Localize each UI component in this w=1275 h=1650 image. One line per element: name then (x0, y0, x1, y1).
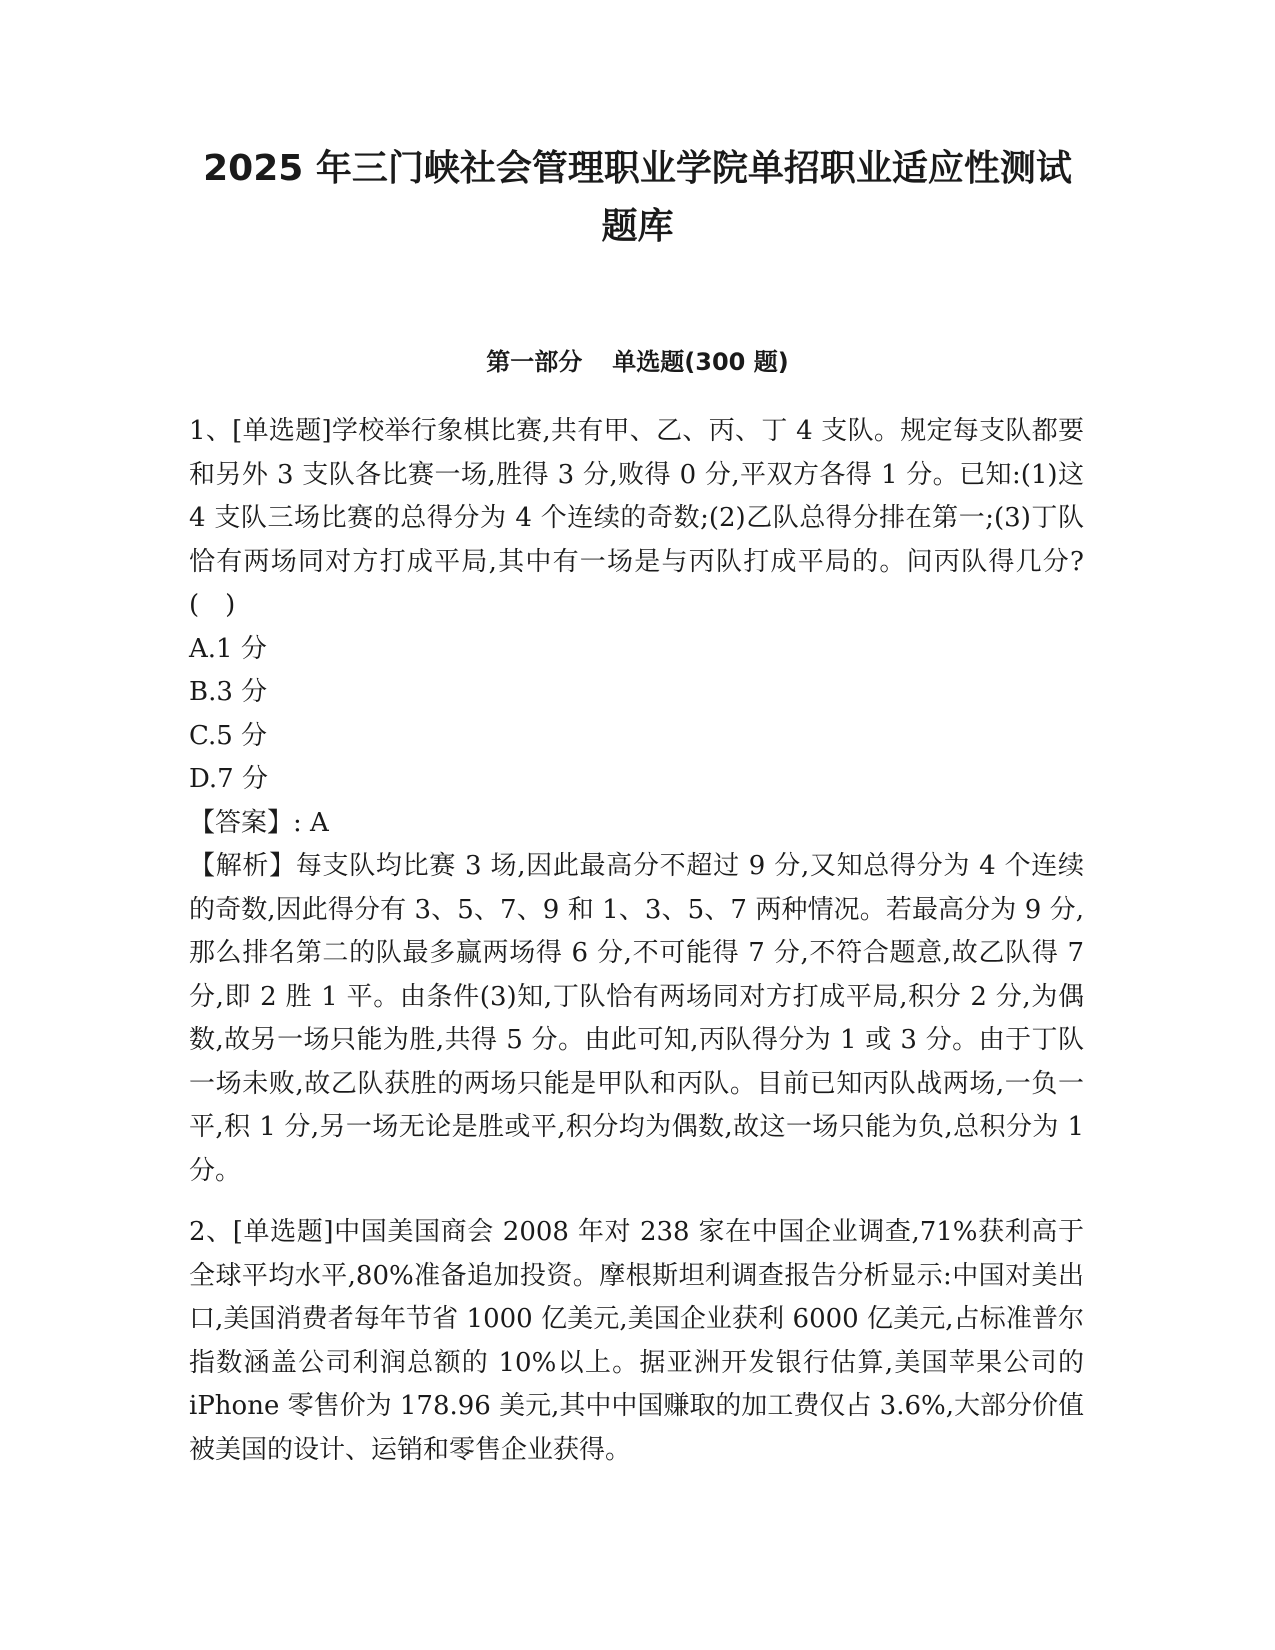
question-stem: 1、[单选题]学校举行象棋比赛,共有甲、乙、丙、丁 4 支队。规定每支队都要和另外 3 支队各比赛一场,胜得 3 分,败得 0 分,平双方各得 1 分。已知:(1)这 4 支队三场比赛的总得分为 4 个连续的奇数;(2)乙队总得分排在第一;(3)丁队恰有两场同对方打成平局,其中有一场是与丙队打成平局的。问丙队得几分?( ) (189, 416, 1084, 620)
section-heading (150, 345, 1125, 379)
question-list (189, 410, 1084, 1472)
section-name: 单选题(300 题) (612, 348, 789, 376)
title-line-2: 题库 (601, 206, 674, 247)
analysis-paragraph: 【解析】每支队均比赛 3 场,因此最高分不超过 9 分,又知总得分为 4 个连续的奇数,因此得分有 3、5、7、9 和 1、3、5、7 两种情况。若最高分为 9 分,那么排名第二的队最多赢两场得 6 分,不可能得 7 分,不符合题意,故乙队得 7 分,即 2 胜 1 平。由条件(3)知,丁队恰有两场同对方打成平局,积分 2 分,为偶数,故另一场只能为胜,共得 5 分。由此可知,丙队得分为 1 或 3 分。由于丁队一场未败,故乙队获胜的两场只能是甲队和丙队。目前已知丙队战两场,一负一平,积 1 分,另一场无论是胜或平,积分均为偶数,故这一场只能为负,总积分为 1 分。 (189, 851, 1084, 1186)
option-c: C.5 分 (189, 720, 268, 751)
document-title (150, 140, 1125, 256)
section-part: 第一部分 (486, 348, 583, 376)
question-1 (189, 410, 1084, 1193)
question-2 (189, 1211, 1084, 1472)
option-d: D.7 分 (189, 764, 268, 794)
title-line-1: 2025 年三门峡社会管理职业学院单招职业适应性测试 (203, 148, 1072, 189)
option-b: B.3 分 (189, 677, 268, 707)
option-a: A.1 分 (189, 633, 267, 664)
answer-line: 【答案】: A (189, 807, 329, 838)
question-stem: 2、[单选题]中国美国商会 2008 年对 238 家在中国企业调查,71%获利高于全球平均水平,80%准备追加投资。摩根斯坦利调查报告分析显示:中国对美出口,美国消费者每年节省 1000 亿美元,美国企业获利 6000 亿美元,占标准普尔指数涵盖公司利润总额的 10%以上。据亚洲开发银行估算,美国苹果公司的 iPhone 零售价为 178.96 美元,其中中国赚取的加工费仅占 3.6%,大部分价值被美国的设计、运销和零售企业获得。 (189, 1217, 1084, 1465)
